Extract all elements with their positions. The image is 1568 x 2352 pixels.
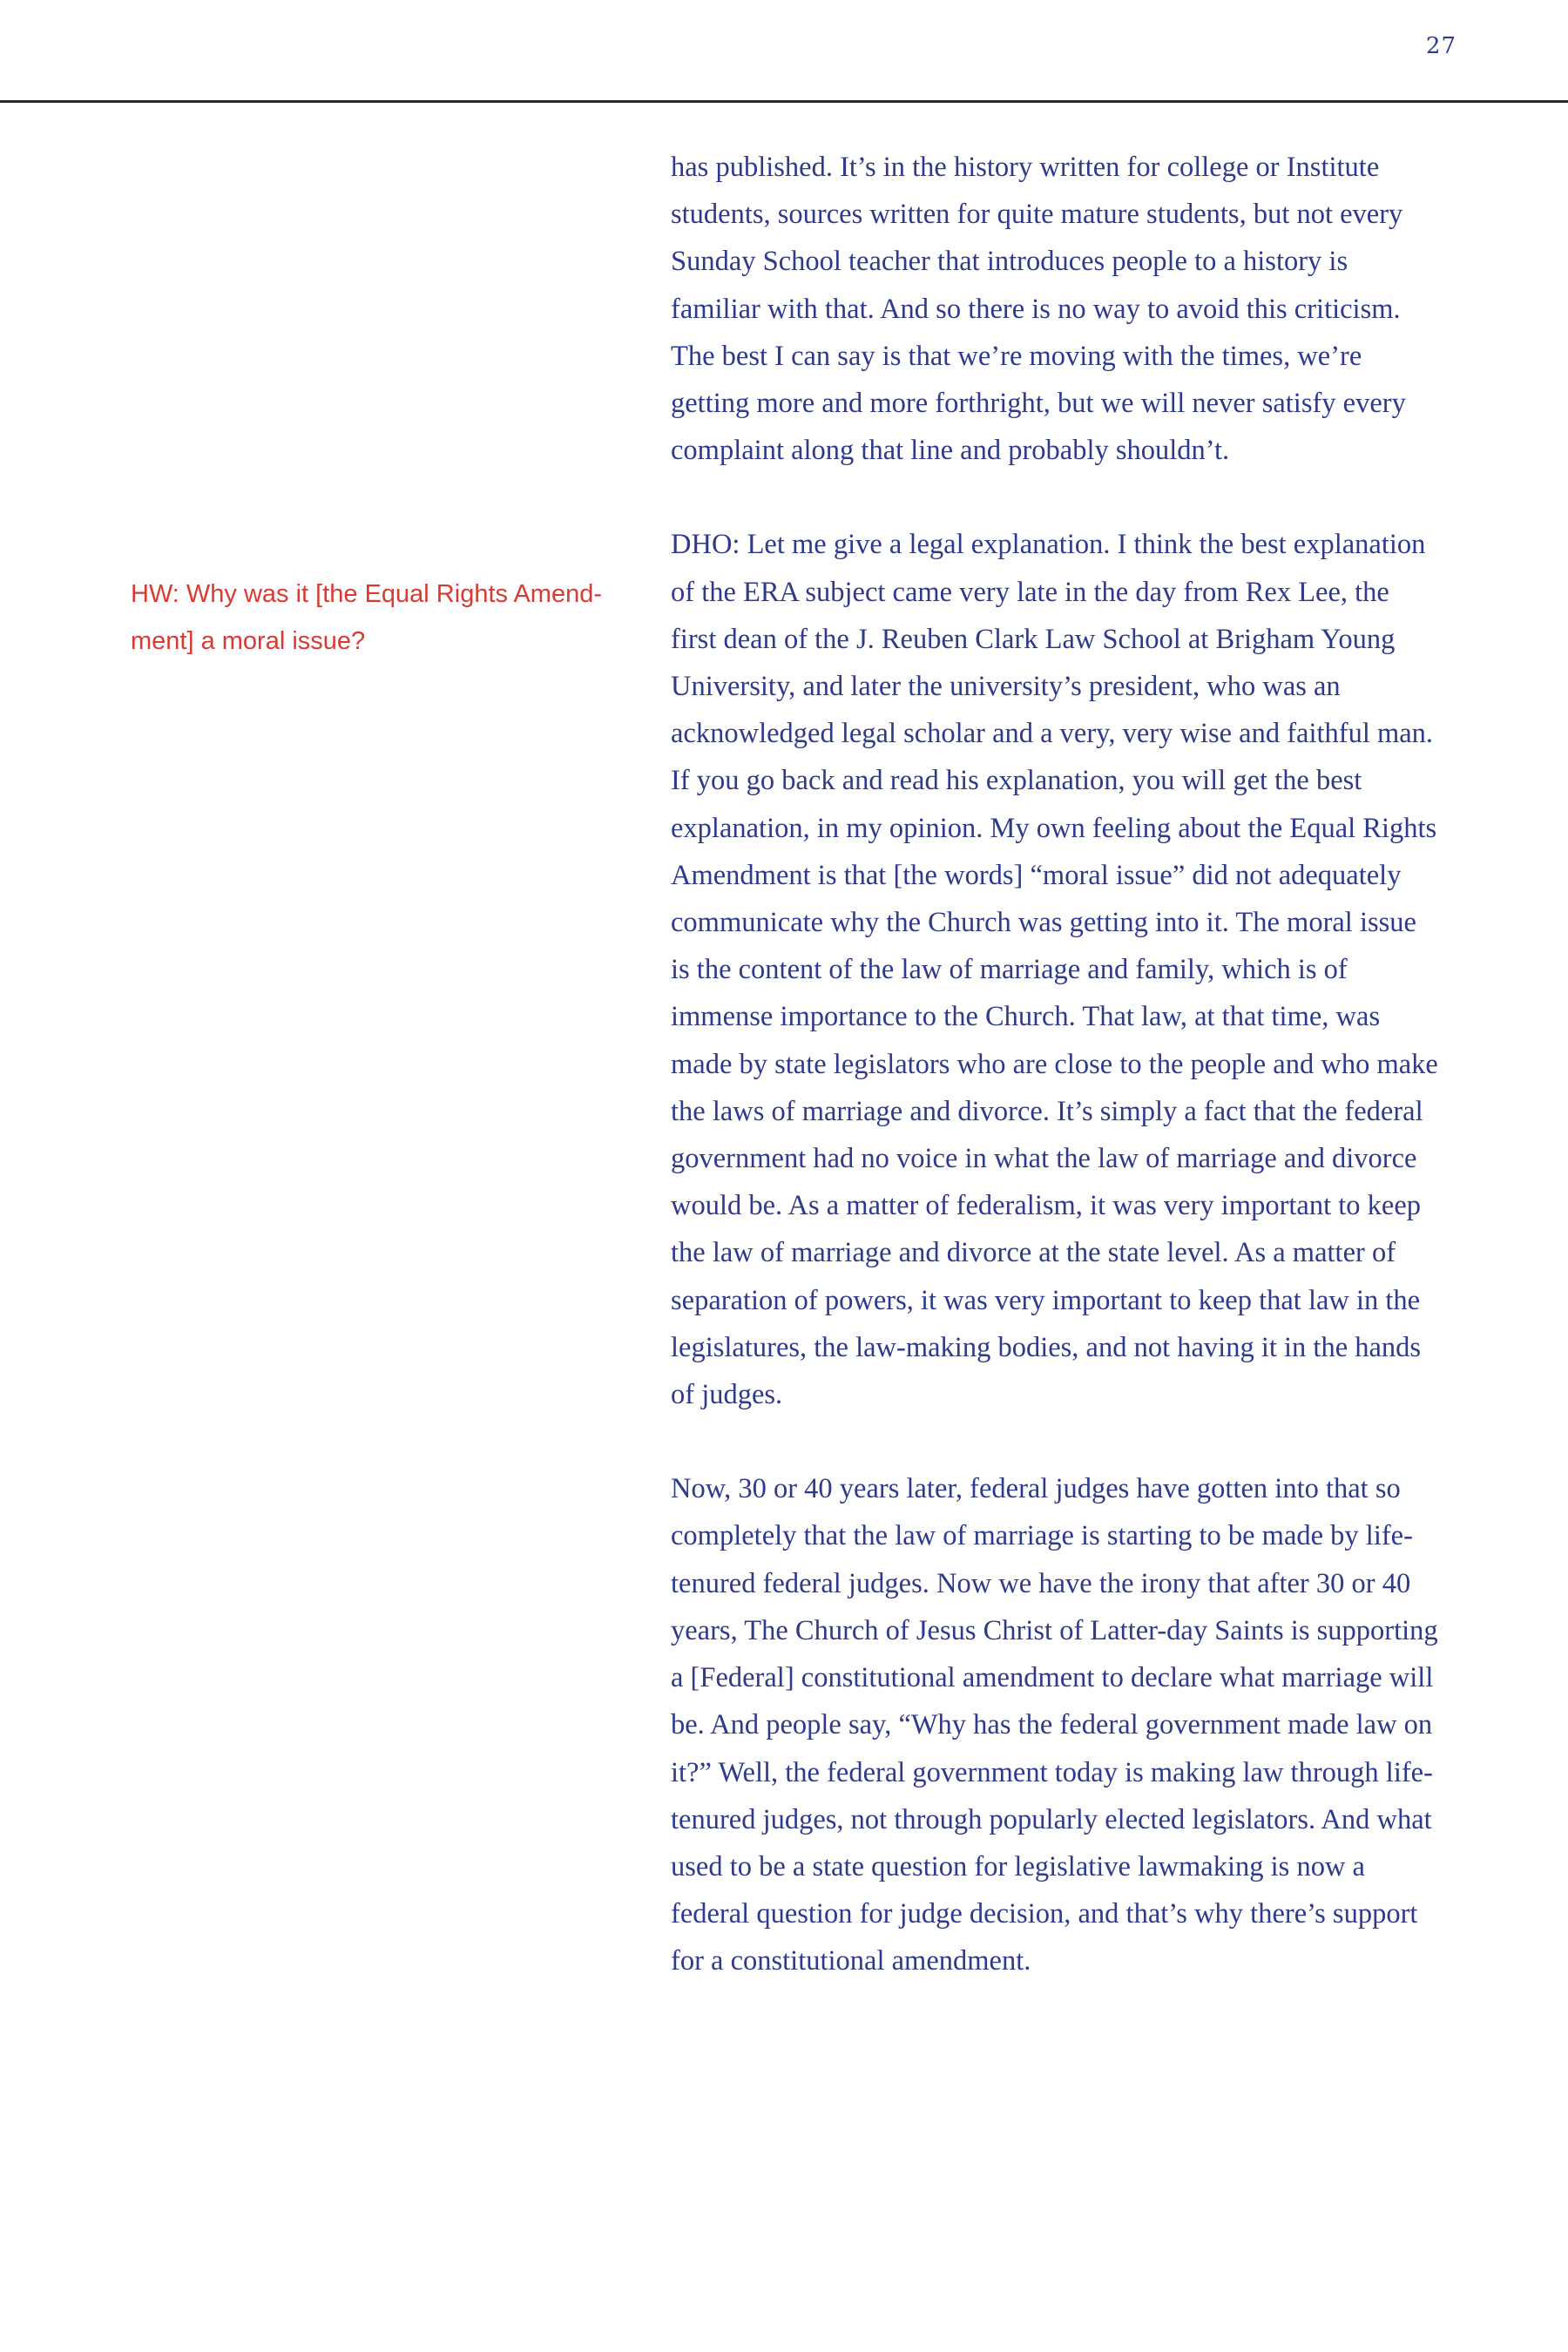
paragraph-answer-continued: Now, 30 or 40 years later, federal judges have gotten into that so completely that the law of marriage is starting to be made by life-tenured federal judges. Now we have the irony that after 30 or 40 years, The Church of Jesus Christ of Latter-day Saints is supporting a [Federal] constitutional amendment to declare what marriage will be. And people say, “Why has the federal government made law on it?” Well, the federal government today is making law through life-tenured judges, not through popularly elected legislators. And what used to be a state question for legislative lawmaking is now a federal question for judge decision, and that’s why there’s support for a constitutional amendment.: [671, 1473, 1438, 1977]
interviewer-question: HW: Why was it [the Equal Rights Amendment] a moral issue?: [131, 580, 603, 655]
paragraph-continued: has published. It’s in the history written for college or Institute students, sources written for quite mature students, but not every Sunday School teacher that introduces people to a history is familiar with that. And so there is no way to avoid this criticism. The best I can say is that we’re moving with the times, we’re getting more and more forthright, but we will never satisfy every complaint along that line and probably shouldn’t.: [671, 152, 1406, 467]
paragraph-answer: DHO: Let me give a legal explanation. I think the best explanation of the ERA subject came very late in the day from Rex Lee, the first dean of the J. Reuben Clark Law School at Brigham Young University, and later the university’s president, who was an acknowledged legal scholar and a very, very wise and faithful man. If you go back and read his explanation, you will get the best explanation, in my opinion. My own feeling about the Equal Rights Amendment is that [the words] “moral issue” did not adequately communicate why the Church was getting into it. The moral issue is the content of the law of marriage and family, which is of immense importance to the Church. That law, at that time, was made by state legislators who are close to the people and who make the laws of marriage and divorce. It’s simply a fact that the federal government had no voice in what the law of marriage and divorce would be. As a matter of federalism, it was very important to keep the law of marriage and divorce at the state level. As a matter of separation of powers, it was very important to keep that law in the legislatures, the law-making bodies, and not having it in the hands of judges.: [671, 529, 1438, 1411]
header-divider: [0, 100, 1568, 103]
page-number: 27: [1425, 33, 1456, 59]
main-text-column: [671, 144, 1442, 2032]
